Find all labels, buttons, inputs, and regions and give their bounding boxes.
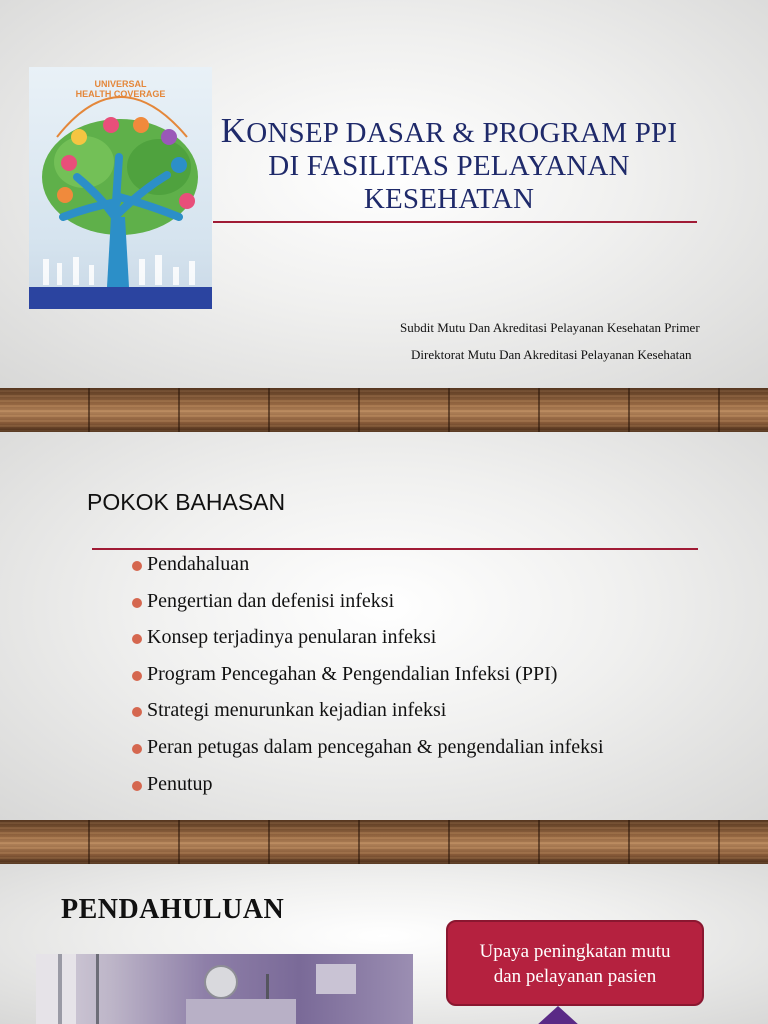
- title-line1-rest: ONSEP DASAR & PROGRAM PPI: [246, 117, 678, 149]
- pendahuluan-heading: PENDAHULUAN: [61, 894, 285, 925]
- title-divider: [213, 221, 697, 223]
- poster-bottom-band: [29, 287, 212, 309]
- list-item: [132, 735, 604, 772]
- universal-health-coverage-poster: [29, 67, 212, 309]
- slide-main-title: [214, 111, 684, 216]
- arrow-up-icon: [536, 1006, 580, 1024]
- callout-box: [446, 920, 704, 1006]
- list-item: [132, 625, 604, 662]
- list-item: [132, 589, 604, 626]
- bullet-icon: [132, 744, 142, 754]
- list-item: [132, 552, 604, 589]
- poster-title-line2: HEALTH COVERAGE: [75, 89, 166, 99]
- bullet-icon: [132, 781, 142, 791]
- agenda-list: [132, 552, 604, 808]
- callout-line2: dan pelayanan pasien: [493, 966, 657, 987]
- bullet-icon: [132, 707, 142, 717]
- bullet-icon: [132, 671, 142, 681]
- callout-line1: Upaya peningkatan mutu: [479, 941, 671, 962]
- subtitle-subdit: Subdit Mutu Dan Akreditasi Pelayanan Kesehatan Primer: [400, 320, 700, 335]
- list-item: [132, 772, 604, 809]
- bullet-icon: [132, 634, 142, 644]
- bullet-icon: [132, 561, 142, 571]
- poster-title-line1: UNIVERSAL: [94, 79, 147, 89]
- title-line1: [214, 111, 684, 150]
- subtitle-direktorat: Direktorat Mutu Dan Akreditasi Pelayanan Kesehatan: [411, 347, 692, 362]
- agenda-item-text: Program Pencegahan & Pengendalian Infeksi (PPI): [147, 662, 558, 685]
- title-line2: DI FASILITAS PELAYANAN: [268, 150, 630, 182]
- wood-floor-divider: [0, 820, 768, 864]
- agenda-item-text: Peran petugas dalam pencegahan & pengendalian infeksi: [147, 735, 604, 758]
- hospital-equipment-icon: [36, 954, 413, 1024]
- tree-illustration-icon: [29, 67, 212, 309]
- title-line3: KESEHATAN: [363, 183, 535, 215]
- agenda-item-text: Strategi menurunkan kejadian infeksi: [147, 699, 447, 722]
- agenda-heading: POKOK BAHASAN: [87, 489, 286, 515]
- wood-floor-divider: [0, 388, 768, 432]
- list-item: [132, 698, 604, 735]
- slide-pendahuluan: [0, 864, 768, 1024]
- bullet-icon: [132, 598, 142, 608]
- list-item: [132, 662, 604, 699]
- agenda-divider: [92, 548, 698, 550]
- agenda-item-text: Penutup: [147, 772, 213, 795]
- slide-agenda: [0, 432, 768, 820]
- slide-title: [0, 0, 768, 388]
- title-initial: K: [220, 111, 247, 150]
- agenda-item-text: Pendahaluan: [147, 553, 250, 575]
- agenda-item-text: Pengertian dan defenisi infeksi: [147, 589, 395, 612]
- hospital-room-photo: [36, 954, 413, 1024]
- agenda-item-text: Konsep terjadinya penularan infeksi: [147, 626, 437, 649]
